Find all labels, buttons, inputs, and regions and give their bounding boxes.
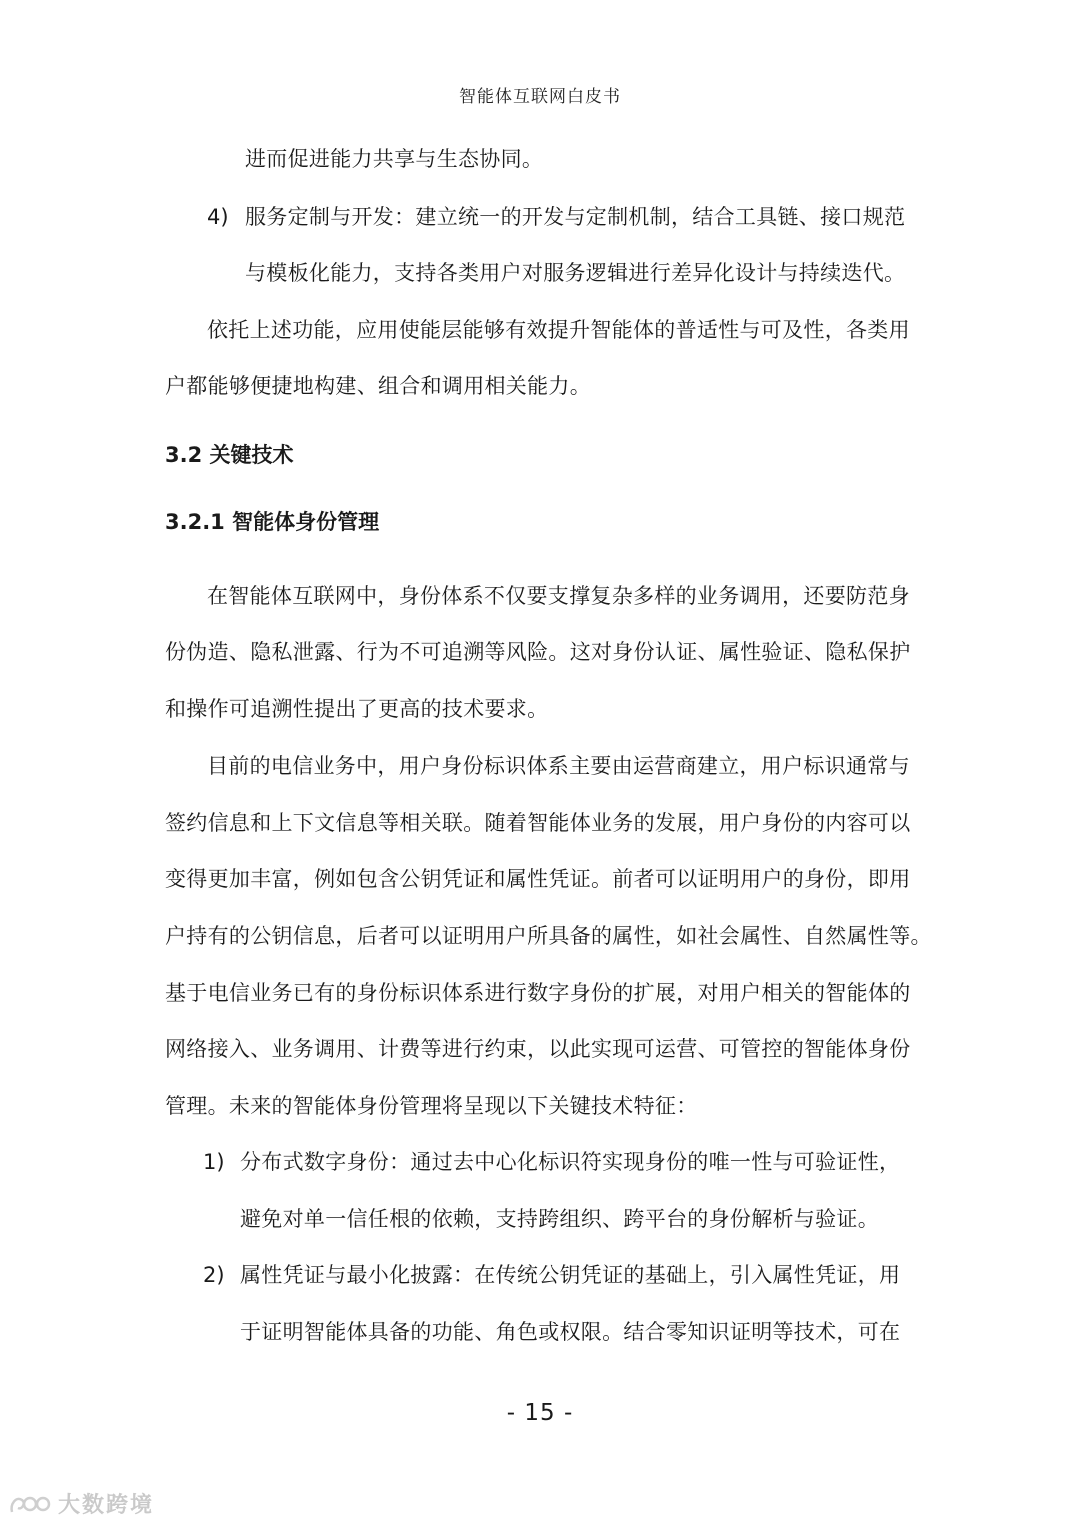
paragraph-line: 目前的电信业务中，用户身份标识体系主要由运营商建立，用户标识通常与 xyxy=(207,754,910,778)
paragraph-line: 网络接入、业务调用、计费等进行约束，以此实现可运营、可管控的智能体身份 xyxy=(165,1037,911,1061)
watermark xyxy=(8,1488,154,1519)
list-item-line: 与模板化能力，支持各类用户对服务逻辑进行差异化设计与持续迭代。 xyxy=(245,261,906,285)
paragraph-line: 基于电信业务已有的身份标识体系进行数字身份的扩展，对用户相关的智能体的 xyxy=(165,981,911,1005)
paragraph-line: 在智能体互联网中，身份体系不仅要支撑复杂多样的业务调用，还要防范身 xyxy=(207,584,910,608)
paragraph-line: 管理。未来的智能体身份管理将呈现以下关键技术特征： xyxy=(165,1094,698,1118)
paragraph-line: 户持有的公钥信息，后者可以证明用户所具备的属性，如社会属性、自然属性等。 xyxy=(165,924,932,948)
paragraph-line: 依托上述功能，应用使能层能够有效提升智能体的普适性与可及性，各类用 xyxy=(207,318,910,342)
subsection-heading: 3.2.1 智能体身份管理 xyxy=(165,510,380,534)
watermark-text: 大数跨境 xyxy=(58,1493,155,1518)
paragraph-line: 户都能够便捷地构建、组合和调用相关能力。 xyxy=(165,374,591,398)
list-item-line: 服务定制与开发：建立统一的开发与定制机制，结合工具链、接口规范 xyxy=(245,205,906,229)
list-item-line: 分布式数字身份：通过去中心化标识符实现身份的唯一性与可验证性， xyxy=(240,1150,901,1174)
paragraph-line: 进而促进能力共享与生态协同。 xyxy=(245,147,544,171)
paragraph-line: 和操作可追溯性提出了更高的技术要求。 xyxy=(165,697,549,721)
brand-logo-icon xyxy=(8,1490,52,1518)
list-item-number: 2) xyxy=(203,1263,225,1287)
section-heading: 3.2 关键技术 xyxy=(165,443,294,467)
paragraph-line: 份伪造、隐私泄露、行为不可追溯等风险。这对身份认证、属性验证、隐私保护 xyxy=(165,640,911,664)
list-item-line: 避免对单一信任根的依赖，支持跨组织、跨平台的身份解析与验证。 xyxy=(240,1207,879,1231)
list-item-number: 4) xyxy=(207,205,229,229)
list-item-line: 属性凭证与最小化披露：在传统公钥凭证的基础上，引入属性凭证，用 xyxy=(240,1263,901,1287)
document-header-title: 智能体互联网白皮书 xyxy=(459,87,621,107)
list-item-number: 1) xyxy=(203,1150,225,1174)
page-number: - 15 - xyxy=(506,1400,574,1426)
list-item-line: 于证明智能体具备的功能、角色或权限。结合零知识证明等技术，可在 xyxy=(240,1320,901,1344)
paragraph-line: 变得更加丰富，例如包含公钥凭证和属性凭证。前者可以证明用户的身份，即用 xyxy=(165,867,911,891)
paragraph-line: 签约信息和上下文信息等相关联。随着智能体业务的发展，用户身份的内容可以 xyxy=(165,811,911,835)
